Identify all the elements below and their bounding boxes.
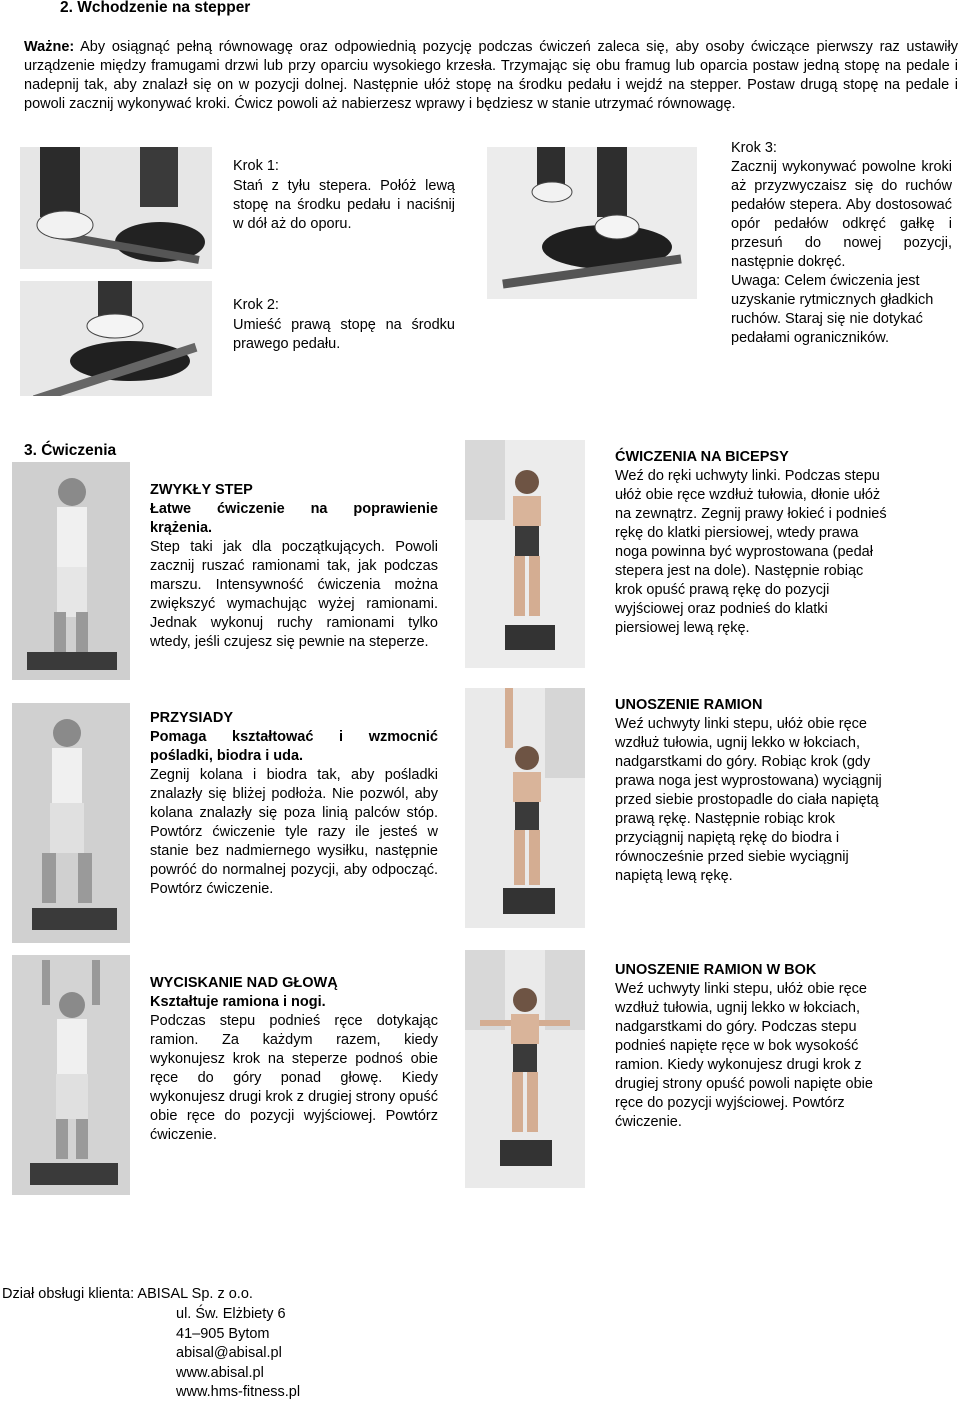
step1 [233,157,455,234]
exercise-arm-raise [615,696,890,886]
exercise-photo-biceps [465,440,585,668]
exercise-photo-regular-step [12,462,130,680]
step3 [731,139,952,348]
step1-text: Stań z tyłu stepera. Połóż lewą stopę na środku pedału i naciśnij w dół aż do oporu. [233,178,455,232]
exercise-biceps [615,448,890,638]
exercise-title: UNOSZENIE RAMION W BOK [615,962,817,978]
exercise-photo-squats [12,703,130,943]
exercise-overhead-press [150,974,438,1145]
footer-website-abisal[interactable]: www.abisal.pl [176,1365,264,1381]
exercise-subtitle: Pomaga kształtować i wzmocnić pośladki, biodra i uda. [150,729,438,764]
exercise-lateral-raise [615,961,890,1132]
exercise-title: PRZYSIADY [150,710,233,726]
step1-title: Krok 1: [233,158,279,174]
exercise-description: Step taki jak dla początkujących. Powoli zacznij ruszać ramionami tak, jak podczas marszu. Intensywność ćwiczenia można zwiększyć wymachując wyżej ramionami. Jednak wykonuj ruchy ramionami tylko wtedy, jeśli czujesz się pewnie na steperze. [150,539,438,650]
footer-email[interactable]: abisal@abisal.pl [176,1345,282,1361]
step2-photo [20,281,212,396]
exercise-description: Weź uchwyty linki stepu, ułóż obie ręce wzdłuż tułowia, ugnij lekko w łokciach, nadgarstkami do góry. Podczas stepu podnieś napięte ręce w bok wysokość ramion. Kiedy wykonujesz drugi krok z drugiej strony opuść powoli napięte obie ręce do pozycji wyjściowej. Powtórz ćwiczenie. [615,981,873,1130]
exercise-photo-overhead-press [12,955,130,1195]
exercise-title: ĆWICZENIA NA BICEPSY [615,449,789,465]
step1-photo [20,147,212,269]
footer-city: 41–905 Bytom [176,1326,270,1342]
step2-title: Krok 2: [233,297,279,313]
exercise-photo-lateral-raise [465,950,585,1188]
exercise-photo-arm-raise [465,688,585,928]
important-text: Aby osiągnąć pełną równowagę oraz odpowiednią pozycję podczas ćwiczeń zaleca się, aby osoby ćwiczące pierwszy raz ustawiły urządzenie między framugami drzwi lub przy oparciu wysokiego krzesła. Trzymając się obu framug lub oparcia postaw jedną stopę na pedale i nadepnij tak, aby znalazł się on w pozycji dolnej. Następnie ułóż stopę na środku pedału i wejdź na stepper. Postaw drugą stopę na pedale i powoli zacznij wykonywać kroki. Ćwicz powoli aż nabierzesz wprawy i będziesz w stanie utrzymać równowagę. [24,39,958,112]
step2-text: Umieść prawą stopę na środku prawego pedału. [233,317,455,352]
step3-note: Uwaga: Celem ćwiczenia jest uzyskanie rytmicznych gładkich ruchów. Staraj się nie dotykać pedałami ograniczników. [731,273,934,346]
step3-title: Krok 3: [731,140,777,156]
step2 [233,296,455,354]
footer-company: Dział obsługi klienta: ABISAL Sp. z o.o. [2,1286,253,1302]
exercise-squats [150,709,438,899]
step3-photo [487,147,697,299]
exercise-subtitle: Łatwe ćwiczenie na poprawienie krążenia. [150,501,438,536]
exercise-title: UNOSZENIE RAMION [615,697,763,713]
section-3-title: 3. Ćwiczenia [24,442,117,459]
exercise-description: Podczas stepu podnieś ręce dotykając ramion. Za każdym razem, kiedy wykonujesz krok na steperze podnoś obie ręce do góry ponad głowę. Kiedy wykonujesz drugi krok z drugiej strony opuść obie ręce do pozycji wyjściowej. Powtórz ćwiczenie. [150,1013,438,1143]
exercise-title: ZWYKŁY STEP [150,482,253,498]
important-paragraph [24,38,958,114]
section-2-title: 2. Wchodzenie na stepper [60,0,251,16]
exercise-title: WYCISKANIE NAD GŁOWĄ [150,975,338,991]
exercise-description: Zegnij kolana i biodra tak, aby pośladki znalazły się bliżej podłoża. Nie pozwól, aby kolana znalazły się poza linią palców stóp. Powtórz ćwiczenie tyle razy ile jesteś w stanie bez nadmiernego wysiłku, następnie powróć do normalnej pozycji, aby odpocząć. Powtórz ćwiczenie. [150,767,438,897]
important-label: Ważne: [24,39,75,55]
footer-website-hms[interactable]: www.hms-fitness.pl [176,1384,301,1400]
exercise-regular-step [150,481,438,652]
step3-text: Zacznij wykonywać powolne kroki aż przyzwyczaisz się do ruchów pedałów stepera. Aby dostosować opór pedałów odkręć gałkę i przesuń do nowej pozycji, następnie dokręć. [731,159,952,270]
exercise-subtitle: Kształtuje ramiona i nogi. [150,994,326,1010]
footer-street: ul. Św. Elżbiety 6 [176,1306,286,1322]
exercise-description: Weź uchwyty linki stepu, ułóż obie ręce wzdłuż tułowia, ugnij lekko w łokciach, nadgarstkami do góry. Robiąc krok (gdy prawa noga jest wyprostowana) wyciągnij przed siebie prostopadle do ciała napiętą prawą rękę. Następnie robiąc krok przyciągnij napiętą rękę do biodra i równocześnie przed siebie wyciągnij napiętą lewą rękę. [615,716,882,884]
exercise-description: Weź do ręki uchwyty linki. Podczas stepu ułóż obie ręce wzdłuż tułowia, dłonie ułóż na zewnątrz. Zegnij prawy łokieć i podnieś rękę do klatki piersiowej, wtedy prawa noga powinna być wyprostowana (pedał stepera jest na dole). Następnie robiąc krok opuść prawą rękę do pozycji wyjściowej oraz podnieś do klatki piersiowej lewą rękę. [615,468,887,636]
